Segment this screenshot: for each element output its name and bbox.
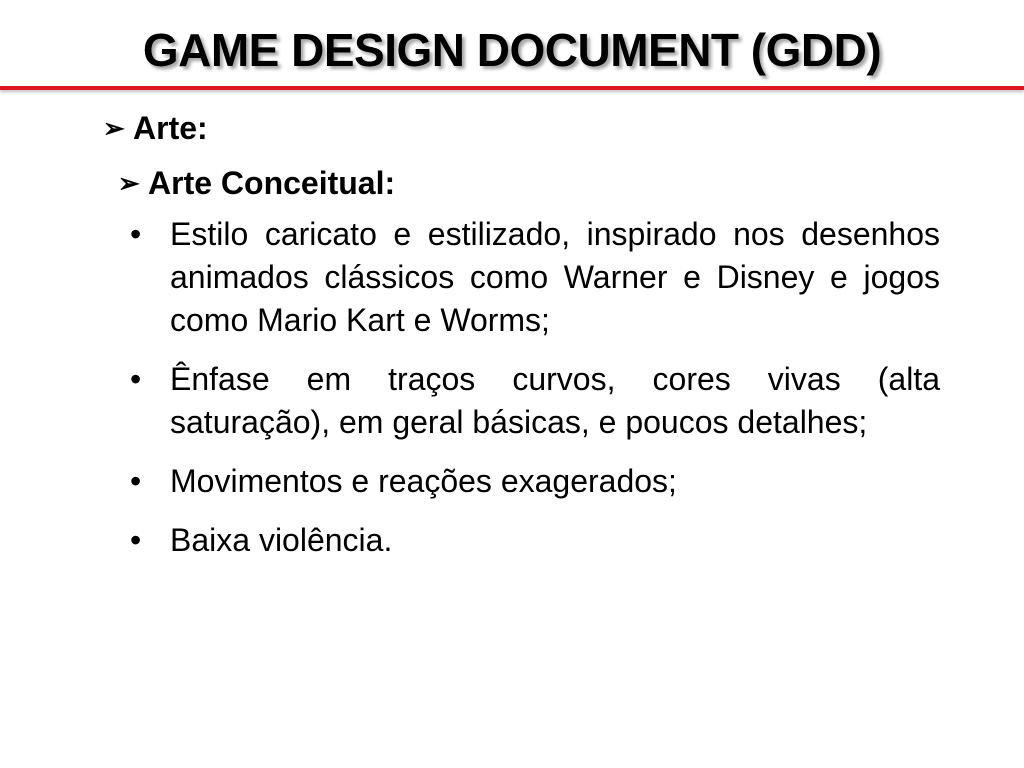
bullet-dot-icon: • xyxy=(130,463,142,499)
heading-arte-label: Arte: xyxy=(133,110,208,146)
arrow-bullet-icon: ➢ xyxy=(118,168,140,198)
subheading-arte-conceitual xyxy=(118,161,395,205)
list-item-text: Baixa violência. xyxy=(170,522,393,558)
arrow-bullet-icon: ➢ xyxy=(103,113,125,143)
bullet-dot-icon: • xyxy=(130,361,142,397)
list-item xyxy=(124,519,940,562)
list-item xyxy=(124,358,940,444)
list-item-text: Movimentos e reações exagerados; xyxy=(170,463,677,499)
bullet-dot-icon: • xyxy=(130,522,142,558)
subheading-arte-conceitual-label: Arte Conceitual: xyxy=(148,165,396,201)
bullet-list xyxy=(124,213,940,578)
list-item-text: Estilo caricato e estilizado, inspirado nos desenhos animados clássicos como Warner e Disney e jogos como Mario Kart e Worms; xyxy=(170,216,940,338)
heading-arte xyxy=(103,106,208,150)
list-item-text: Ênfase em traços curvos, cores vivas (alta saturação), em geral básicas, e poucos detalhes; xyxy=(170,361,940,440)
list-item xyxy=(124,213,940,342)
title-divider xyxy=(0,86,1024,90)
slide-title: GAME DESIGN DOCUMENT (GDD) xyxy=(142,24,882,76)
list-item xyxy=(124,460,940,503)
bullet-dot-icon: • xyxy=(130,216,142,252)
